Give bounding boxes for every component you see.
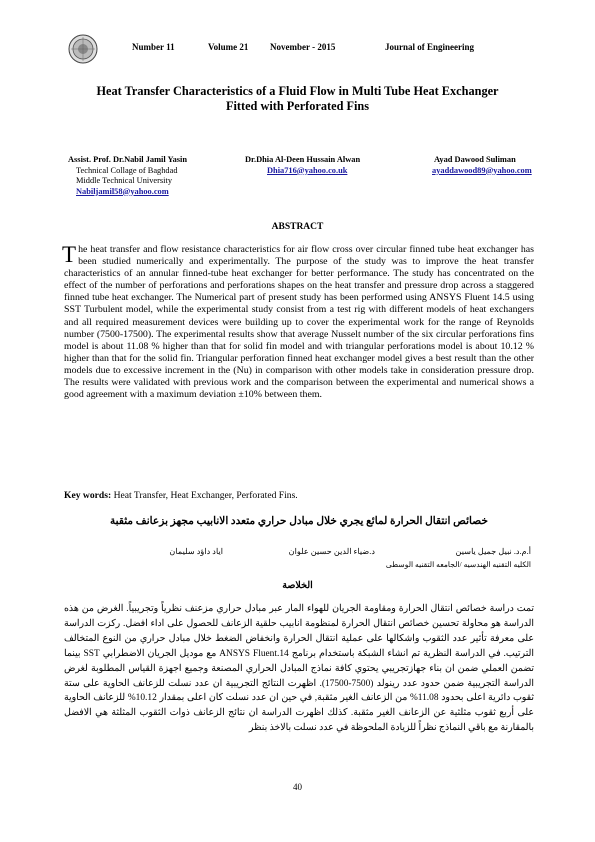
author-2: Dr.Dhia Al-Deen Hussain Alwan Dhia716@yahoo.co.uk bbox=[245, 155, 361, 175]
author-2-email-link[interactable]: Dhia716@yahoo.co.uk bbox=[267, 165, 348, 175]
arabic-affiliation: الكليه التقنيه الهندسيه /الجامعه التقنيه الوسطى bbox=[385, 560, 531, 569]
author-1: Assist. Prof. Dr.Nabil Jamil Yasin Technical Collage of Baghdad Middle Technical University Nabiljamil58@yahoo.com bbox=[68, 155, 188, 196]
issue-number: Number 11 bbox=[132, 42, 175, 52]
arabic-author-3: اياد داؤد سليمان bbox=[169, 547, 223, 556]
keywords-list: Heat Transfer, Heat Exchanger, Perforated Fins. bbox=[113, 490, 298, 501]
keywords bbox=[64, 490, 534, 501]
arabic-abstract-body: تمت دراسة خصائص انتقال الحرارة ومقاومة الجريان للهواء المار عبر مبادل حراري مزعنف نظرياً وتجريبياً. الغرض من هذه الدراسة هو محاولة تحسين خصائص انتقال الحرارة لمنظومة انابيب حلقية الزعانف للحصول على اداء افضل. ركزت الدراسة على معرفة تأثير عدد الثقوب واشكالها على عملية انتقال الحرارة وانخفاض الضغط خلال مبادل حراري من النوع المتخالف الترتيب. في الدراسة النظرية تم انشاء الشبكة باستخدام برنامج ANSYS Fluent.14 مع موديل الجريان الاضطرابي SST بينما تضمن العملي ضمن ان بناء جهازتجريبي يحتوي كافة نماذج المبادل الحراري المصنعة وجميع اجهزة القياس المطلوبة لغرض الدراسة التجريبية ضمن حدود عدد رينولد (7500-17500). اظهرت النتائج التجريبية ان عدد نسلت للزعانف الحاوية على ستة ثقوب دائرية اعلى بحدود 11.08% من الزعانف الغير مثقبة, في حين ان عدد نسلت كان اعلى بمقدار 10.12% للزعانف الحاوية على أربع ثقوب مثلثية عن الزعانف الغير مثقبة. كذلك اظهرت الدراسة ان نتائج الزعانف ذوات الثقوب المثلثة هي الافضل بالمقارنة مع باقي النماذج نظراً للزيادة الملحوظة في عدد نسلت بالاخذ بنظر bbox=[64, 604, 534, 734]
arabic-author-1: أ.م.د. نبيل جميل ياسين bbox=[455, 547, 531, 556]
abstract-body: The heat transfer and flow resistance characteristics for air flow cross over circular finned tube heat exchanger has been studied numerically and experimentally. The purpose of the study was to improve the heat transfer characteristics of an annular finned-tube heat exchanger for better performance. The study has concentrated on the effect of the number of perforations and perforations shapes on the heat transfer and pressure drop across a staggered finned tube heat exchanger. The Numerical part of present study has been performed using ANSYS Fluent 14.5 using SST Turbulent model, while the experimental study consist from a test rig with different models of heat exchangers and all required measurement devices were building up to cover the experimental work for the range of Reynolds number (7500-17500). The experimental results show that average Nusselt number of the six circular perforations fins model is about 11.08 % higher than that for solid fin model and with triangular perforations model is about 10.12 % higher than that for the solid fin. Triangular perforation finned heat exchanger model gives a best result than the other models due to excessive increment in the (Nu) in comparison with other models take in consideration pressure drop. The results were validated with previous work and the comparison between the experimental and numerical shows a good agreement with a maximum deviation ±10% between them. bbox=[62, 242, 534, 401]
volume: Volume 21 bbox=[208, 42, 249, 52]
author-1-email-link[interactable]: Nabiljamil58@yahoo.com bbox=[76, 186, 169, 196]
page-number: 40 bbox=[293, 782, 302, 792]
arabic-title: خصائص انتقال الحرارة لمائع يجري خلال مبادل حراري متعدد الانابيب مجهز بزعانف مثقبة bbox=[110, 516, 488, 527]
journal-name: Journal of Engineering bbox=[385, 42, 475, 52]
keywords-label: Key words: bbox=[64, 490, 112, 501]
abstract-heading: ABSTRACT bbox=[271, 222, 324, 232]
paper-title: Heat Transfer Characteristics of a Fluid Flow in Multi Tube Heat Exchanger Fitted with Perforated Fins bbox=[96, 84, 499, 113]
author-3: Ayad Dawood Suliman ayaddawood89@yahoo.com bbox=[432, 155, 532, 175]
author-3-email-link[interactable]: ayaddawood89@yahoo.com bbox=[432, 165, 532, 175]
issue-date: November - 2015 bbox=[270, 42, 336, 52]
journal-seal-icon bbox=[68, 34, 98, 64]
arabic-author-2: د.ضياء الدين حسين علوان bbox=[288, 547, 375, 556]
arabic-abstract-heading: الخلاصة bbox=[282, 581, 313, 591]
drop-cap: T bbox=[62, 242, 77, 267]
